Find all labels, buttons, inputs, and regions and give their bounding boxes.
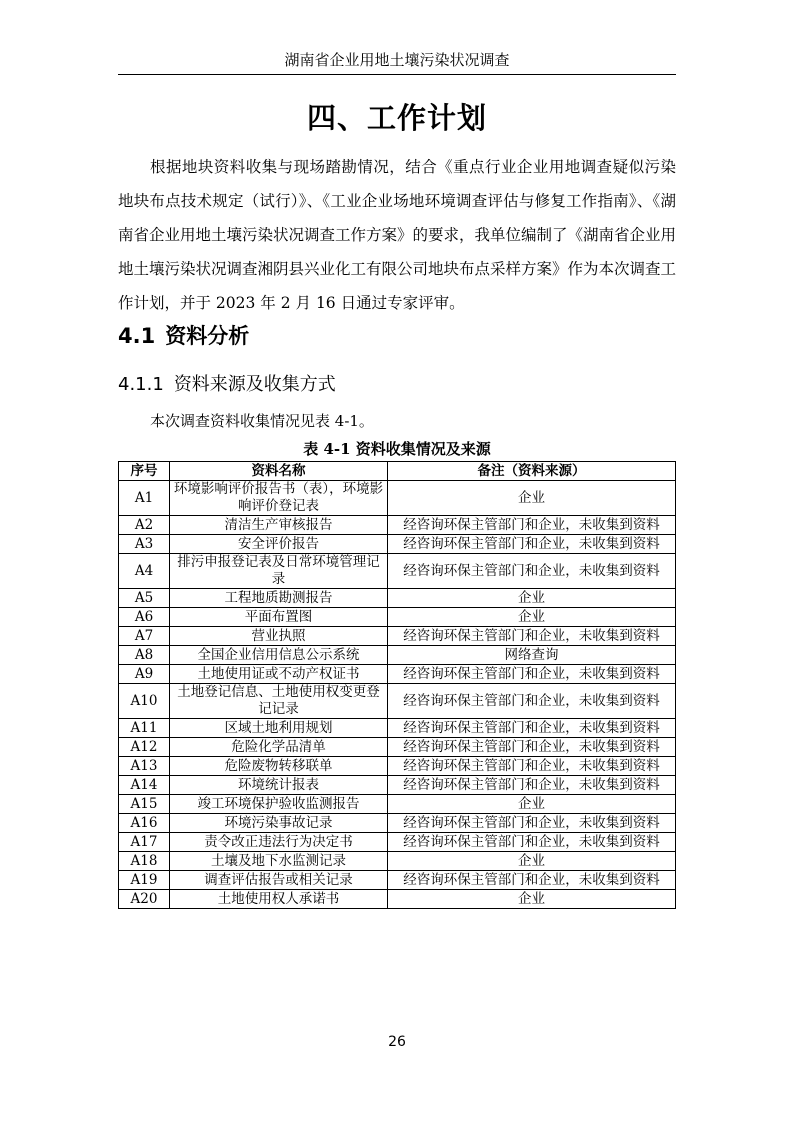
cell-name: 土地登记信息、土地使用权变更登记记录 (170, 684, 388, 719)
cell-name: 环境统计报表 (170, 776, 388, 795)
cell-index: A18 (119, 852, 170, 871)
cell-name: 平面布置图 (170, 608, 388, 627)
table-caption: 表 4-1 资料收集情况及来源 (303, 440, 491, 458)
running-header: 湖南省企业用地土壤污染状况调查 (284, 51, 510, 69)
table-row (119, 757, 676, 776)
header-divider (118, 74, 676, 75)
cell-name: 土地使用权人承诺书 (170, 890, 388, 909)
cell-source: 经咨询环保主管部门和企业，未收集到资料 (388, 684, 676, 719)
table-row (119, 554, 676, 589)
cell-index: A17 (119, 833, 170, 852)
cell-name: 责令改正违法行为决定书 (170, 833, 388, 852)
table-row (119, 481, 676, 516)
table-row (119, 627, 676, 646)
data-collection-table (118, 461, 676, 909)
cell-source: 经咨询环保主管部门和企业，未收集到资料 (388, 516, 676, 535)
cell-index: A11 (119, 719, 170, 738)
table-row (119, 890, 676, 909)
cell-index: A20 (119, 890, 170, 909)
cell-name: 全国企业信用信息公示系统 (170, 646, 388, 665)
table-row (119, 589, 676, 608)
cell-source: 经咨询环保主管部门和企业，未收集到资料 (388, 535, 676, 554)
cell-name: 区域土地利用规划 (170, 719, 388, 738)
cell-name: 危险废物转移联单 (170, 757, 388, 776)
header-cell-name: 资料名称 (170, 462, 388, 481)
section-4-1-1-number: 4.1.1 (118, 374, 164, 395)
table-row (119, 738, 676, 757)
cell-name: 土壤及地下水监测记录 (170, 852, 388, 871)
cell-source: 经咨询环保主管部门和企业，未收集到资料 (388, 627, 676, 646)
cell-name: 排污申报登记表及日常环境管理记录 (170, 554, 388, 589)
cell-source: 经咨询环保主管部门和企业，未收集到资料 (388, 554, 676, 589)
cell-name: 环境影响评价报告书（表），环境影响评价登记表 (170, 481, 388, 516)
table-row (119, 665, 676, 684)
header-cell-source: 备注（资料来源） (388, 462, 676, 481)
cell-name: 工程地质勘测报告 (170, 589, 388, 608)
section-4-1-1-heading (118, 370, 676, 400)
section-4-1-title: 资料分析 (165, 324, 250, 348)
table-row (119, 776, 676, 795)
table-row (119, 795, 676, 814)
header-cell-index: 序号 (119, 462, 170, 481)
cell-index: A12 (119, 738, 170, 757)
table-row (119, 833, 676, 852)
cell-source: 企业 (388, 890, 676, 909)
table-row (119, 814, 676, 833)
cell-source: 企业 (388, 608, 676, 627)
cell-name: 安全评价报告 (170, 535, 388, 554)
cell-index: A13 (119, 757, 170, 776)
cell-source: 经咨询环保主管部门和企业，未收集到资料 (388, 757, 676, 776)
cell-source: 企业 (388, 795, 676, 814)
cell-index: A10 (119, 684, 170, 719)
section-4-1-heading (118, 318, 676, 354)
cell-index: A2 (119, 516, 170, 535)
cell-index: A15 (119, 795, 170, 814)
cell-name: 危险化学品清单 (170, 738, 388, 757)
cell-source: 经咨询环保主管部门和企业，未收集到资料 (388, 871, 676, 890)
cell-index: A14 (119, 776, 170, 795)
table-row (119, 646, 676, 665)
chapter-title: 四、工作计划 (306, 101, 487, 135)
section-4-1-number: 4.1 (118, 324, 156, 348)
cell-index: A6 (119, 608, 170, 627)
cell-source: 经咨询环保主管部门和企业，未收集到资料 (388, 776, 676, 795)
table-header-row (119, 462, 676, 481)
table-row (119, 719, 676, 738)
cell-source: 经咨询环保主管部门和企业，未收集到资料 (388, 738, 676, 757)
table-row (119, 684, 676, 719)
cell-name: 竣工环境保护验收监测报告 (170, 795, 388, 814)
cell-index: A19 (119, 871, 170, 890)
table-body (119, 481, 676, 909)
cell-source: 企业 (388, 852, 676, 871)
cell-name: 清洁生产审核报告 (170, 516, 388, 535)
cell-source: 企业 (388, 481, 676, 516)
table-intro-text: 本次调查资料收集情况见表 4-1。 (150, 412, 374, 430)
table-row (119, 535, 676, 554)
intro-paragraph: 根据地块资料收集与现场踏勘情况，结合《重点行业企业用地调查疑似污染地块布点技术规定（试行）》、《工业企业场地环境调查评估与修复工作指南》、《湖南省企业用地土壤污染状况调查工作方案》的要求，我单位编制了《湖南省企业用地土壤污染状况调查湘阴县兴业化工有限公司地块布点采样方案》作为本次调查工作计划，并于 2023 年 2 月 16 日通过专家评审。 (118, 158, 677, 312)
table-row (119, 516, 676, 535)
cell-source: 网络查询 (388, 646, 676, 665)
page-number: 26 (388, 1034, 406, 1050)
cell-source: 经咨询环保主管部门和企业，未收集到资料 (388, 833, 676, 852)
cell-source: 经咨询环保主管部门和企业，未收集到资料 (388, 719, 676, 738)
section-4-1-1-title: 资料来源及收集方式 (173, 374, 336, 395)
cell-index: A8 (119, 646, 170, 665)
cell-index: A5 (119, 589, 170, 608)
cell-source: 经咨询环保主管部门和企业，未收集到资料 (388, 665, 676, 684)
cell-source: 企业 (388, 589, 676, 608)
cell-index: A9 (119, 665, 170, 684)
cell-name: 营业执照 (170, 627, 388, 646)
cell-index: A3 (119, 535, 170, 554)
cell-source: 经咨询环保主管部门和企业，未收集到资料 (388, 814, 676, 833)
cell-name: 调查评估报告或相关记录 (170, 871, 388, 890)
table-row (119, 608, 676, 627)
cell-index: A1 (119, 481, 170, 516)
cell-name: 环境污染事故记录 (170, 814, 388, 833)
cell-index: A16 (119, 814, 170, 833)
table-row (119, 871, 676, 890)
table-row (119, 852, 676, 871)
cell-name: 土地使用证或不动产权证书 (170, 665, 388, 684)
cell-index: A4 (119, 554, 170, 589)
cell-index: A7 (119, 627, 170, 646)
